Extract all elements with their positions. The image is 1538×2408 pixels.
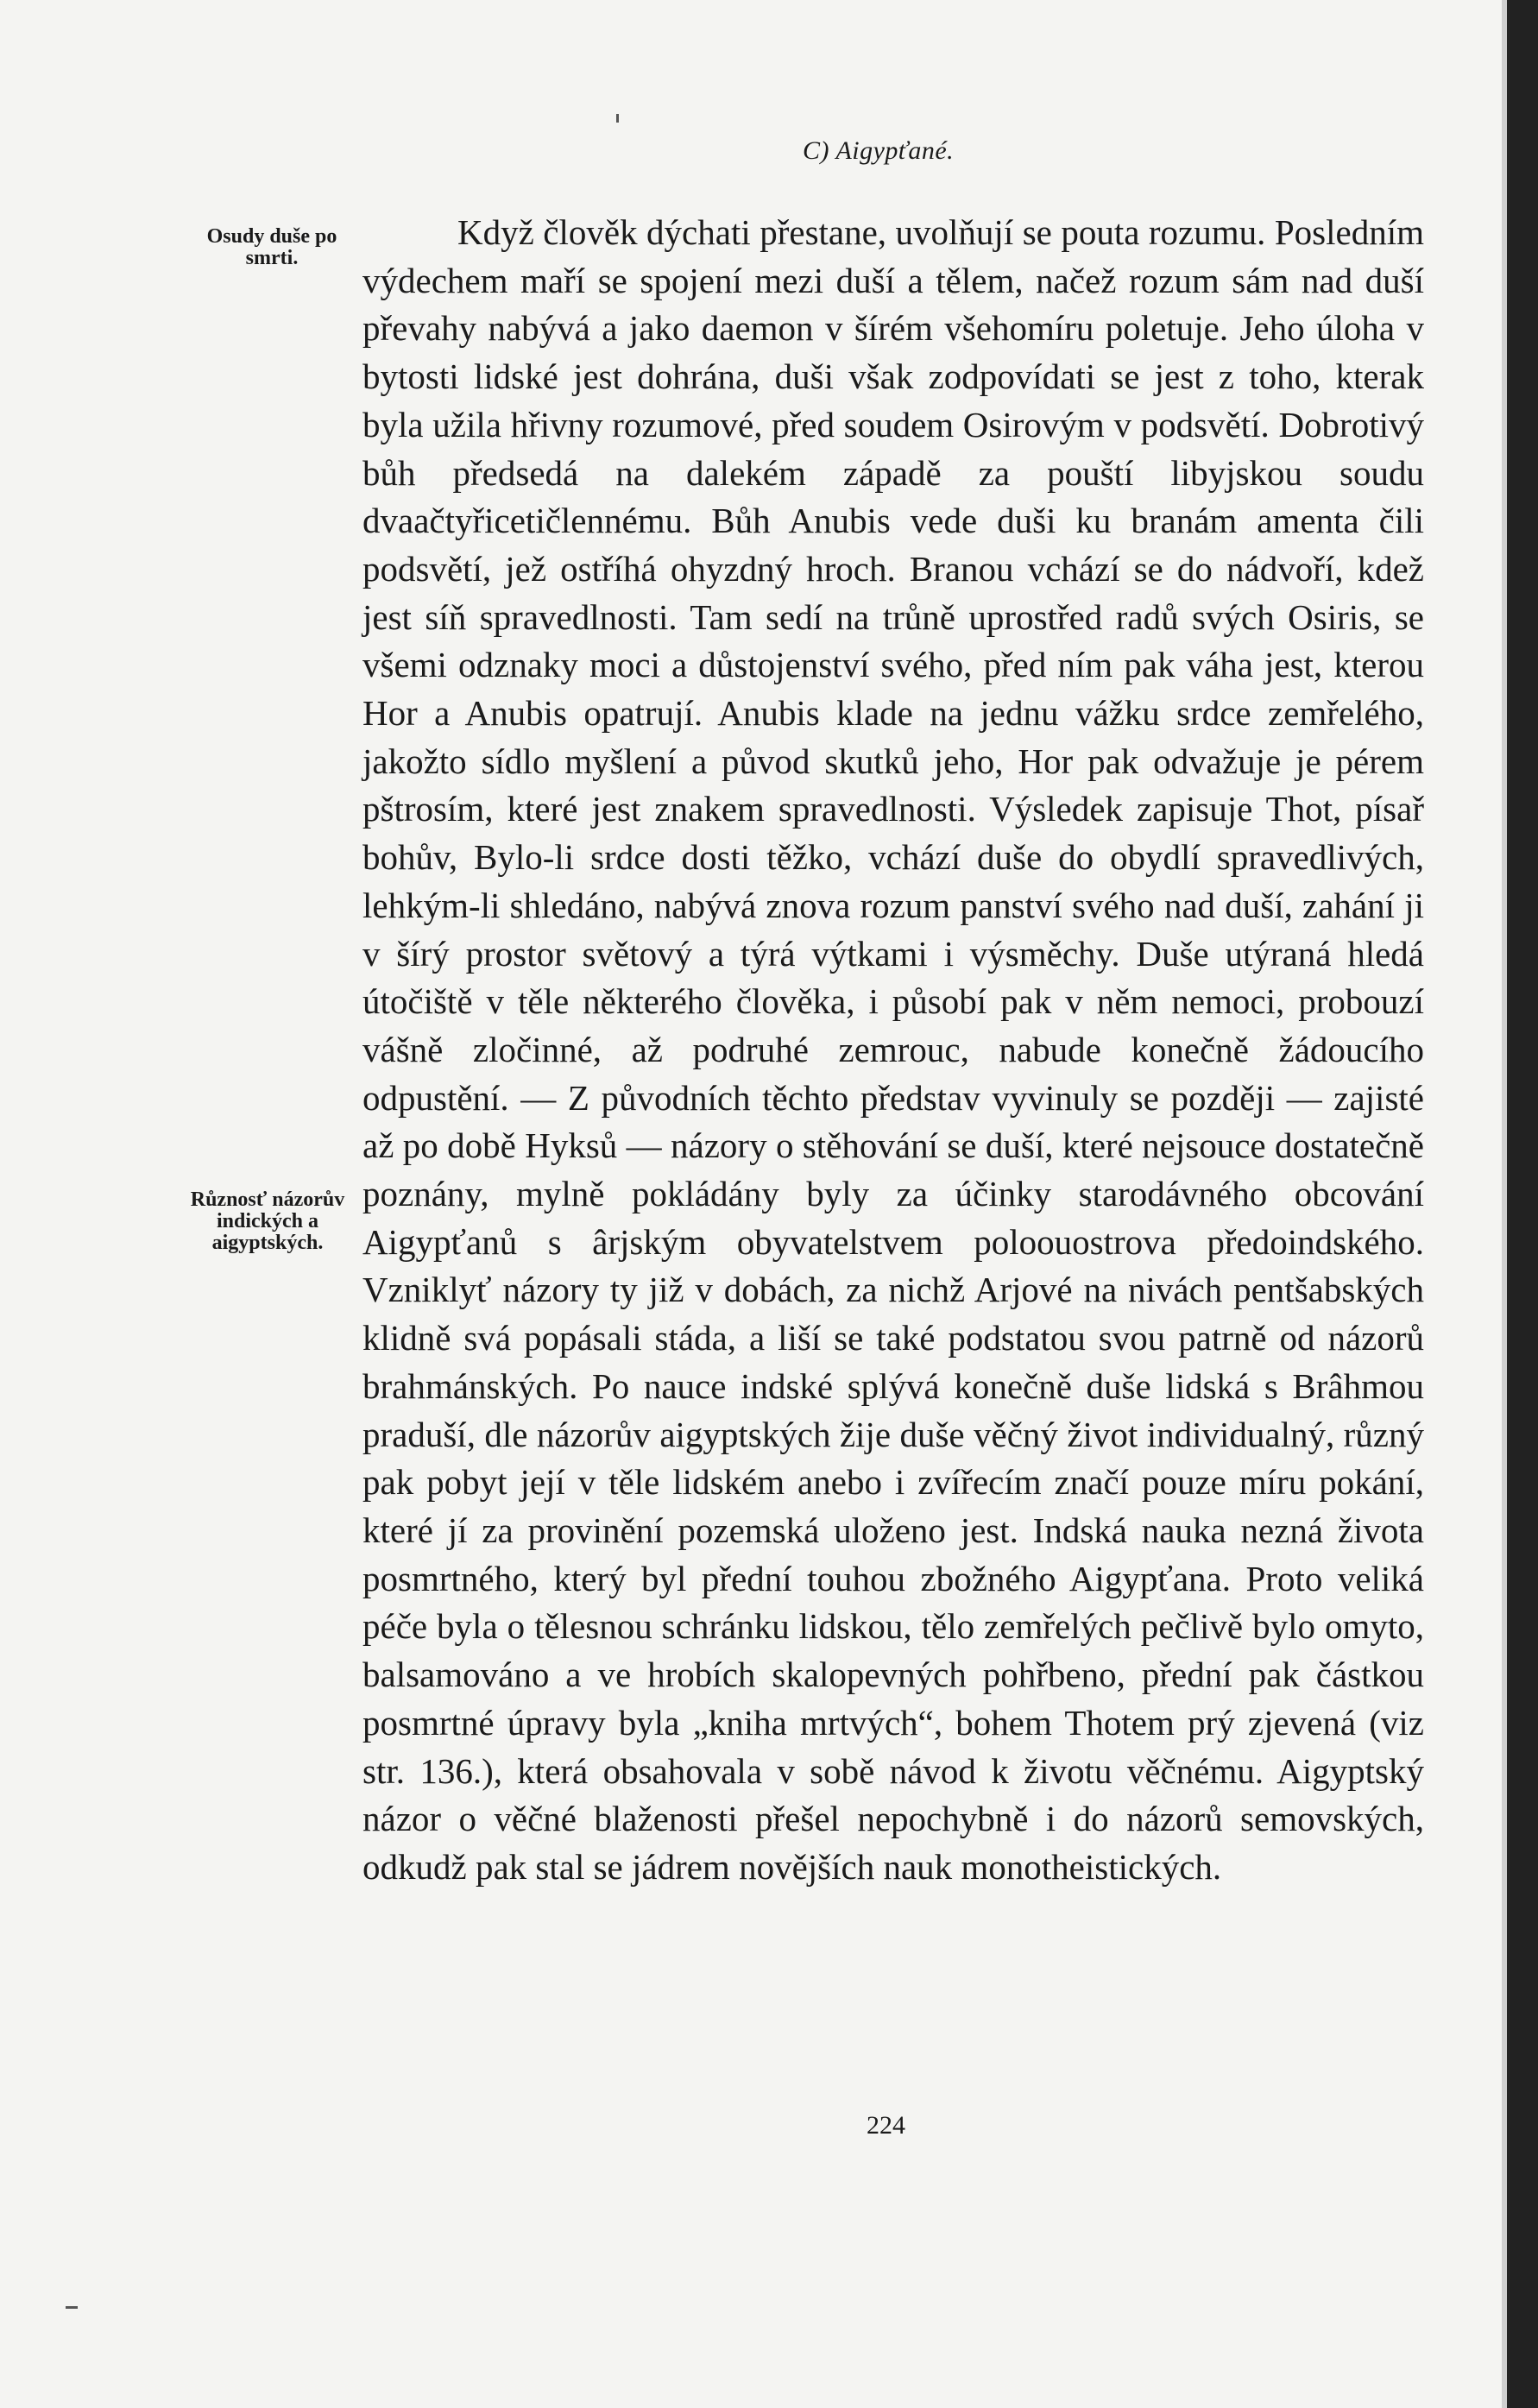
running-head: C) Aigypťané. bbox=[803, 136, 955, 165]
scan-speck bbox=[66, 2306, 78, 2309]
paragraph: Když člověk dýchati přestane, uvolňují se pouta rozumu. Posledním výdechem maří se spojení mezi duší a tělem, načež rozum sám nad duší převahy nabývá a jako daemon v šírém všehomíru poletuje. Jeho úloha v bytosti lidské jest dohrána, duši však zodpovídati se jest z toho, kterak byla užila hřivny rozumové, před soudem Osirovým v podsvětí. Dobrotivý bůh předsedá na dalekém západě za pouští libyjskou soudu dvaačtyřicetičlennému. Bůh Anubis vede duši ku branám amenta čili podsvětí, jež ostříhá ohyzdný hroch. Branou vchází se do nádvoří, kdež jest síň spravedlnosti. Tam sedí na trůně uprostřed radů svých Osiris, se všemi odznaky moci a důstojenství svého, před ním pak váha jest, kterou Hor a Anubis opatrují. Anubis klade na jednu vážku srdce zemřelého, jakožto sídlo myšlení a původ skutků jeho, Hor pak odvažuje je pérem pštrosím, které jest znakem spravedlnosti. Výsledek zapisuje Thot, písař bohův, Bylo-li srdce dosti těžko, vchází duše do obydlí spravedlivých, lehkým-li shledáno, nabývá znova rozum panství svého nad duší, zahání ji v šírý prostor světový a týrá výtkami i výsměchy. Duše utýraná hledá útočiště v těle některého člověka, i působí pak v něm nemoci, probouzí vášně zločinné, až podruhé zemrouc, nabude konečně žádoucího odpustění. — Z původních těchto představ vyvinuly se později — zajisté až po době Hyksů — názory o stěhování se duší, které nejsouce dostatečně poznány, mylně pokládány byly za účinky starodávného obcování Aigypťanů s ârjským obyvatelstvem poloouostrova předoindského. Vzniklyť názory ty již v dobách, za nichž Arjové na nivách pentšabských klidně svá popásali stáda, a liší se také podstatou svou patrně od názorů brahmánských. Po nauce indské splývá konečně duše lidská s Brâhmou praduší, dle názorův aigyptských žije duše věčný život individualný, různý pak pobyt její v těle lidském anebo i zvířecím značí pouze míru pokání, které jí za provinění pozemská uloženo jest. Indská nauka nezná života posmrtného, který byl přední touhou zbožného Aigypťana. Proto veliká péče byla o tělesnou schránku lidskou, tělo zemřelých pečlivě bylo omyto, balsamováno a ve hrobích skalopevných pohřbeno, přední pak částkou posmrtné úpravy byla „kniha mrtvých“, bohem Thotem prý zjevená (viz str. 136.), která obsahovala v sobě návod k životu věčnému. Aigyptský názor o věčné blaženosti přešel nepochybně i do názorů semovských, odkudž pak stal se jádrem novějších nauk monotheistických. bbox=[362, 212, 1424, 1887]
body-text bbox=[362, 209, 1424, 1892]
scan-speck bbox=[616, 114, 619, 123]
margin-note-fate-of-soul: Osudy duše po smrti. bbox=[206, 225, 337, 269]
page-number: 224 bbox=[867, 2111, 905, 2140]
margin-note-indian-egyptian-views: Různosť názorův indických a aigyptských. bbox=[190, 1188, 345, 1254]
page-edge-shadow bbox=[1507, 0, 1538, 2408]
